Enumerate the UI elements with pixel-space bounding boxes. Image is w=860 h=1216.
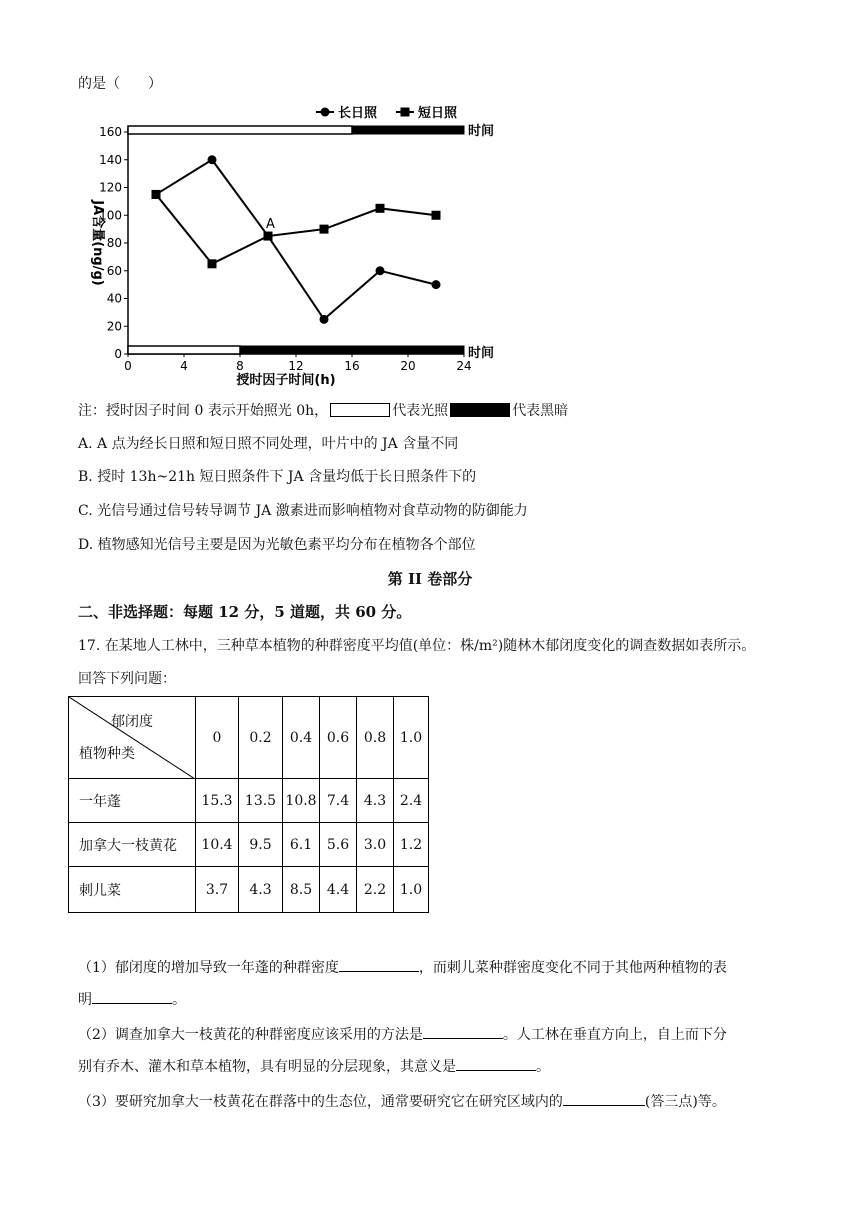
corner-bottom-label: 植物种类 (79, 746, 135, 762)
option-b: B. 授时 13h~21h 短日照条件下 JA 含量均低于长日照条件下的 (78, 469, 477, 485)
table-cell: 1.0 (394, 867, 429, 913)
row-name: 一年蓬 (69, 779, 196, 823)
ja-content-chart (80, 98, 520, 398)
table-cell: 13.5 (239, 779, 283, 823)
sub1-text-c: 明 (78, 992, 92, 1008)
y-tick-label: 40 (106, 291, 122, 306)
x-tick-label: 24 (456, 359, 472, 373)
short-day-point (264, 232, 273, 241)
sub1-text-b: ，而刺儿菜种群密度变化不同于其他两种植物的表 (418, 960, 727, 976)
y-tick-label: 160 (99, 125, 122, 139)
table-cell: 4.4 (320, 867, 357, 913)
chart-note (78, 401, 568, 421)
table-cell: 10.8 (283, 779, 320, 823)
table-row (69, 779, 429, 823)
long-day-point (432, 280, 441, 289)
series-line-short-day (156, 194, 436, 263)
density-table (68, 696, 429, 913)
q17-sub3-line1 (78, 1091, 726, 1112)
y-tick-label: 140 (99, 152, 122, 167)
long-day-bar-light-segment (128, 126, 352, 134)
row-name: 刺儿菜 (69, 867, 196, 913)
part-heading: 二、非选择题：每题 12 分，5 道题，共 60 分。 (78, 603, 412, 621)
y-tick-label: 0 (114, 347, 122, 361)
short-day-point (432, 211, 441, 220)
table-cell: 2.2 (357, 867, 394, 913)
sub2-text-a: （2）调查加拿大一枝黄花的种群密度应该采用的方法是 (78, 1027, 423, 1043)
table-cell: 9.5 (239, 823, 283, 867)
header-cell: 0.2 (239, 697, 283, 779)
bottom-bar-time-label: 时间 (468, 346, 495, 361)
short-day-point (152, 190, 161, 199)
series-line-long-day (156, 160, 436, 320)
answer-blank[interactable] (339, 957, 419, 972)
long-day-bar-dark-segment (352, 126, 464, 134)
sub2-text-d: 。 (536, 1059, 550, 1075)
table-cell: 5.6 (320, 823, 357, 867)
table-cell: 15.3 (196, 779, 239, 823)
note-text-after: 代表黑暗 (512, 403, 569, 419)
table-cell: 1.2 (394, 823, 429, 867)
sub2-text-c: 别有乔木、灌木和草本植物，具有明显的分层现象，其意义是 (78, 1059, 456, 1075)
y-tick-label: 20 (106, 319, 122, 334)
q17-line1: 17. 在某地人工林中，三种草本植物的种群密度平均值(单位：株/m²)随林木郁闭度变化的调查数据如表所示。 (78, 638, 756, 654)
y-tick-label: 60 (106, 263, 122, 278)
table-cell: 6.1 (283, 823, 320, 867)
short-day-bar-dark-segment (240, 346, 464, 354)
short-day-point (208, 259, 217, 268)
legend-long-day-marker (321, 108, 330, 117)
answer-blank[interactable] (456, 1056, 536, 1071)
long-day-point (208, 155, 217, 164)
header-cell: 0.4 (283, 697, 320, 779)
row-name: 加拿大一枝黄花 (69, 823, 196, 867)
q17-line2: 回答下列问题： (78, 671, 176, 687)
q17-sub2-line1 (78, 1024, 727, 1045)
sub2-text-b: 。人工林在垂直方向上，自上而下分 (502, 1027, 727, 1043)
table-row (69, 867, 429, 913)
table-cell: 4.3 (357, 779, 394, 823)
table-header-row (69, 697, 429, 779)
sub1-text-a: （1）郁闭度的增加导致一年蓬的种群密度 (78, 960, 339, 976)
question-stem-tail: 的是（ ） (78, 76, 162, 92)
long-day-point (376, 266, 385, 275)
q17-sub1-line1 (78, 957, 727, 978)
option-d: D. 植物感知光信号主要是因为光敏色素平均分布在植物各个部位 (78, 537, 476, 553)
sub3-text-a: （3）要研究加拿大一枝黄花在群落中的生态位，通常要研究它在研究区域内的 (78, 1094, 563, 1110)
legend-short-day-marker (401, 108, 410, 117)
q17-sub2-line2 (78, 1056, 550, 1077)
option-c: C. 光信号通过信号转导调节 JA 激素进而影响植物对食草动物的防御能力 (78, 503, 528, 519)
note-text-before: 注：授时因子时间 0 表示开始照光 0h， (78, 403, 329, 419)
header-cell: 0.8 (357, 697, 394, 779)
x-axis-label: 授时因子时间(h) (236, 373, 336, 388)
x-tick-label: 8 (236, 359, 244, 373)
header-cell: 0.6 (320, 697, 357, 779)
x-tick-label: 0 (124, 359, 132, 373)
short-day-point (320, 225, 329, 234)
table-cell: 4.3 (239, 867, 283, 913)
sub3-text-b: (答三点)等。 (644, 1094, 726, 1110)
y-tick-label: 80 (106, 236, 122, 250)
section-title: 第 II 卷部分 (387, 570, 473, 588)
corner-top-label: 郁闭度 (111, 714, 153, 730)
table-corner-cell (69, 697, 196, 779)
y-tick-label: 120 (99, 180, 122, 195)
short-day-bar-light-segment (128, 346, 240, 354)
note-text-middle: 代表光照 (392, 403, 449, 419)
table-cell: 2.4 (394, 779, 429, 823)
legend-long-day-label: 长日照 (338, 106, 378, 121)
y-axis-label: JA含量(ng/g) (90, 200, 105, 286)
q17-sub1-line2 (78, 989, 186, 1010)
sub1-text-d: 。 (172, 992, 186, 1008)
short-day-point (376, 204, 385, 213)
long-day-point (320, 315, 329, 324)
option-a: A. A 点为经长日照和短日照不同处理，叶片中的 JA 含量不同 (78, 436, 459, 452)
dark-swatch (450, 403, 510, 417)
x-tick-label: 12 (288, 359, 304, 373)
answer-blank[interactable] (92, 989, 172, 1004)
header-cell: 0 (196, 697, 239, 779)
corner-diagonal (69, 697, 195, 779)
answer-blank[interactable] (423, 1024, 503, 1039)
x-tick-label: 16 (344, 359, 360, 373)
light-swatch (330, 403, 390, 417)
header-cell: 1.0 (394, 697, 429, 779)
table-cell: 3.7 (196, 867, 239, 913)
top-bar-time-label: 时间 (468, 124, 495, 139)
table-cell: 10.4 (196, 823, 239, 867)
table-row (69, 823, 429, 867)
x-tick-label: 20 (400, 359, 416, 373)
x-tick-label: 4 (180, 359, 188, 373)
y-tick-label: 100 (99, 208, 122, 223)
table-cell: 7.4 (320, 779, 357, 823)
point-a-label: A (266, 217, 275, 233)
table-cell: 8.5 (283, 867, 320, 913)
table-cell: 3.0 (357, 823, 394, 867)
legend-short-day-label: 短日照 (418, 106, 458, 121)
answer-blank[interactable] (563, 1091, 645, 1106)
